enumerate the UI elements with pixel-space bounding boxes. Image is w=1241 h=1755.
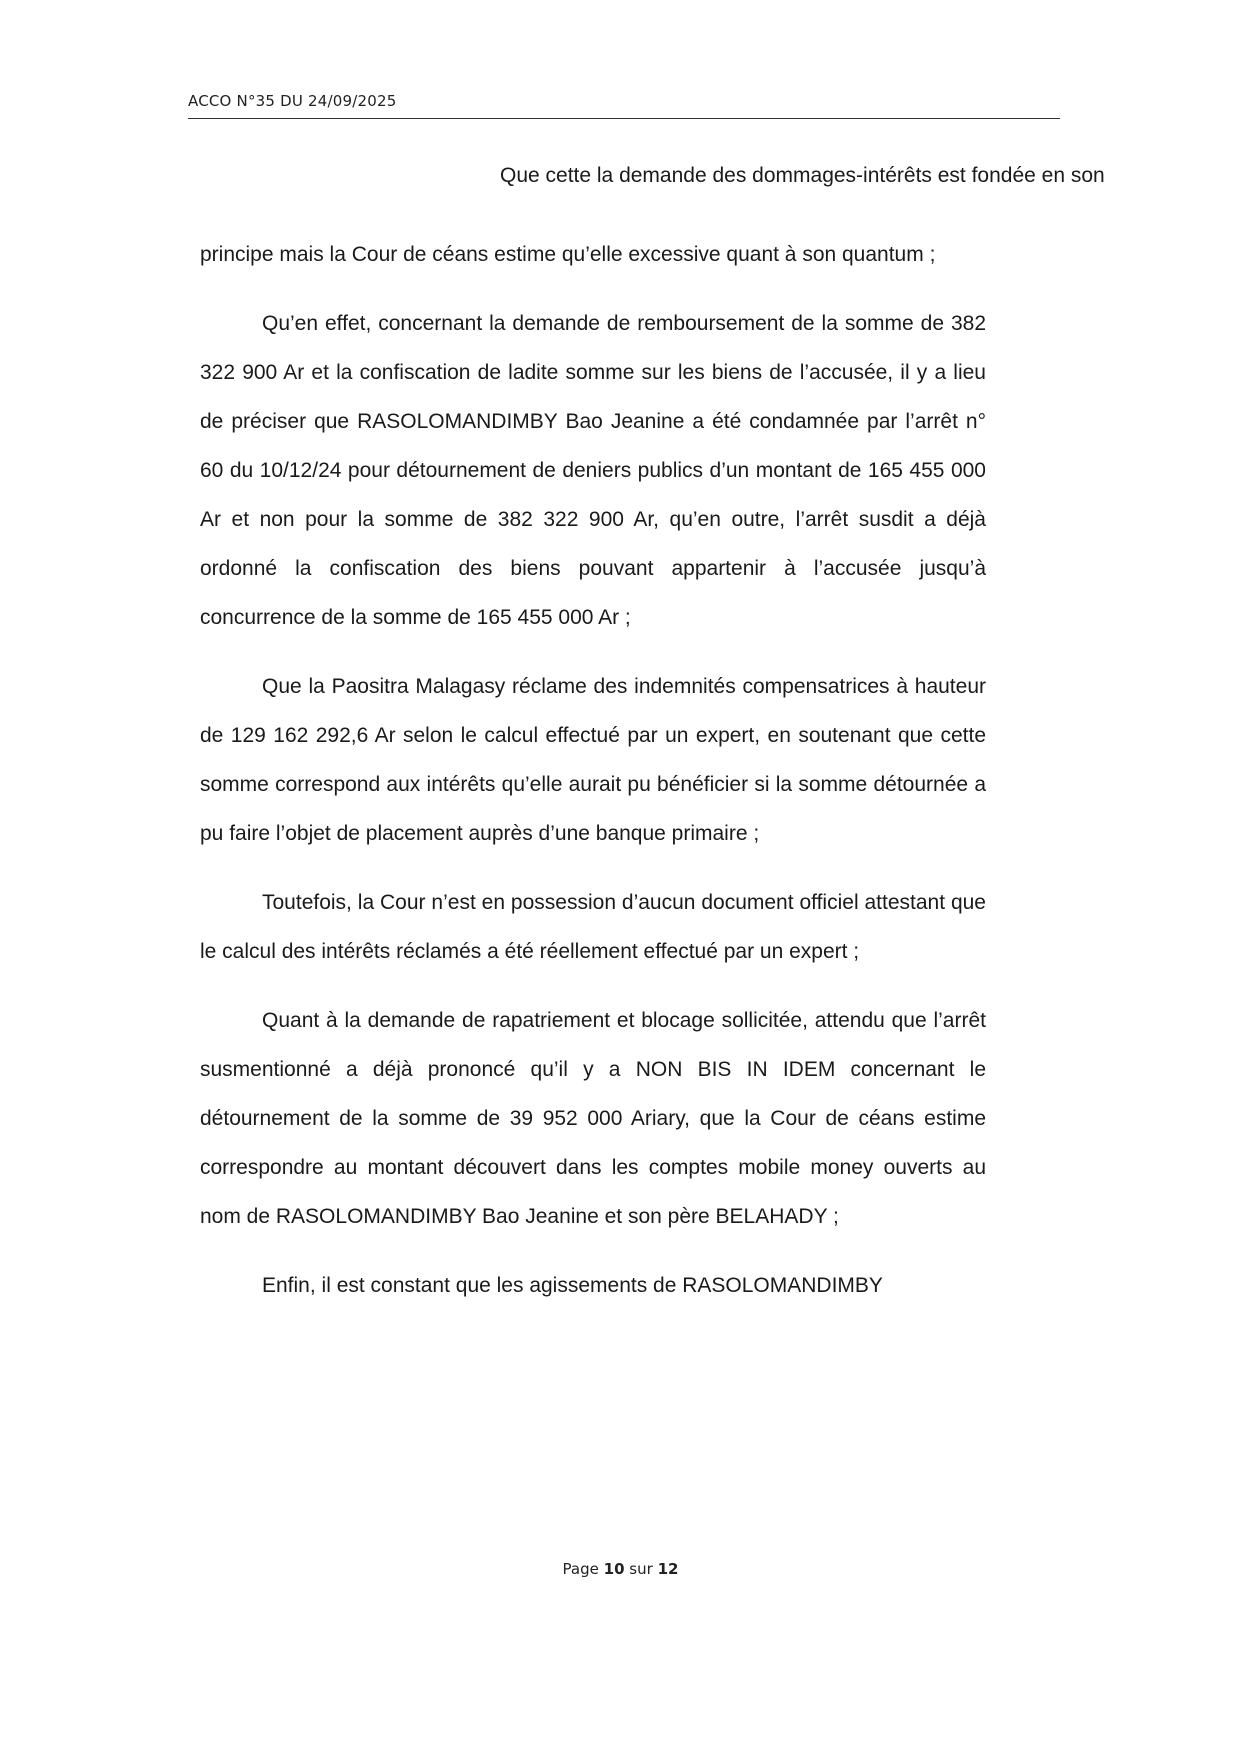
paragraph-continuation: principe mais la Cour de céans estime qu’elle excessive quant à son quantum ;: [200, 243, 936, 266]
paragraph-remboursement: Qu’en effet, concernant la demande de remboursement de la somme de 382 322 900 Ar et la confiscation de ladite somme sur les biens de l’accusée, il y a lieu de préciser que RASOLOMANDIMBY Bao Jeanine a été condamnée par l’arrêt n° 60 du 10/12/24 pour détournement de deniers publics d’un montant de 165 455 000 Ar et non pour la somme de 382 322 900 Ar, qu’en outre, l’arrêt susdit a déjà ordonné la confiscation des biens pouvant appartenir à l’accusée jusqu’à concurrence de la somme de 165 455 000 Ar ;: [200, 312, 986, 629]
paragraph-rapatriement: Quant à la demande de rapatriement et blocage sollicitée, attendu que l’arrêt susmentionné a déjà prononcé qu’il y a NON BIS IN IDEM concernant le détournement de la somme de 39 952 000 Ariary, que la Cour de céans estime correspondre au montant découvert dans les comptes mobile money ouverts au nom de RASOLOMANDIMBY Bao Jeanine et son père BELAHADY ;: [200, 1009, 986, 1228]
paragraph-toutefois: Toutefois, la Cour n’est en possession d’aucun document officiel attestant que le calcul des intérêts réclamés a été réellement effectué par un expert ;: [200, 891, 986, 963]
page-label: Page: [562, 1560, 599, 1578]
paragraph-indemnites: Que la Paositra Malagasy réclame des indemnités compensatrices à hauteur de 129 162 292,6 Ar selon le calcul effectué par un expert, en soutenant que cette somme correspond aux intérêts qu’elle aurait pu bénéficier si la somme détournée a pu faire l’objet de placement auprès d’une banque primaire ;: [200, 675, 986, 845]
intro-line: Que cette la demande des dommages-intérêts est fondée en son: [500, 164, 1105, 187]
page-header: [188, 92, 1060, 119]
paragraph-enfin: Enfin, il est constant que les agissements de RASOLOMANDIMBY: [262, 1274, 883, 1297]
page-footer: [0, 1560, 1241, 1578]
total-pages-number: 12: [657, 1560, 679, 1578]
current-page-number: 10: [603, 1560, 625, 1578]
sur-label: sur: [629, 1560, 653, 1578]
document-reference: ACCO N°35 DU 24/09/2025: [188, 92, 397, 110]
document-body: [200, 230, 986, 1330]
